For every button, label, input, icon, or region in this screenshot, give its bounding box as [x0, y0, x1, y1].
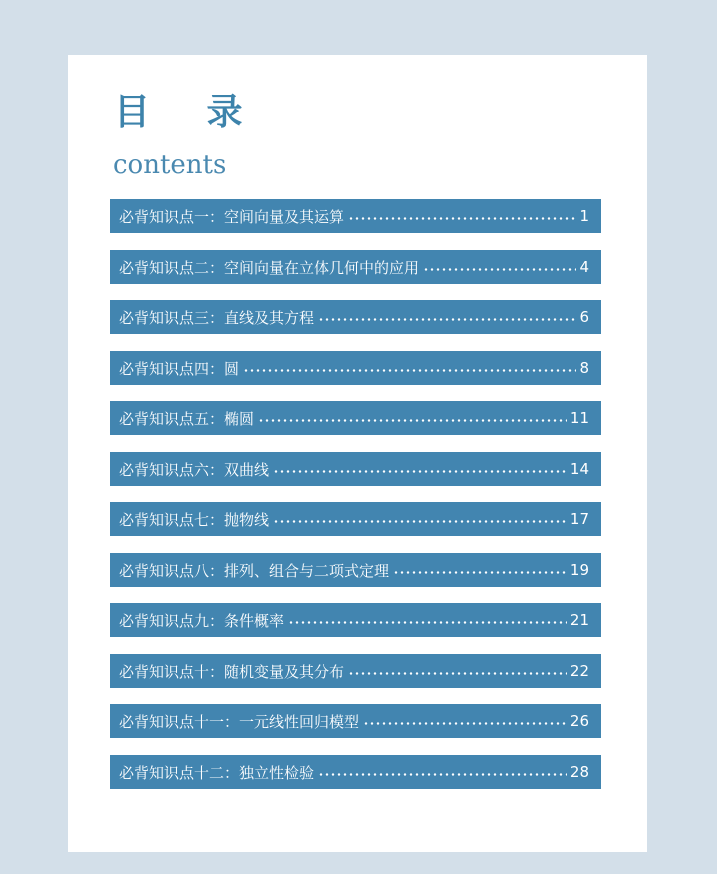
toc-entry-page: 8 [579, 359, 589, 377]
toc-entry[interactable] [110, 250, 601, 284]
toc-entry-label: 必背知识点八：排列、组合与二项式定理 [119, 561, 390, 580]
toc-entry[interactable] [110, 199, 601, 233]
toc-entry-label: 必背知识点十二：独立性检验 [119, 763, 315, 782]
toc-entry-label: 必背知识点七：抛物线 [119, 510, 270, 529]
document-page [68, 55, 647, 852]
toc-entry-label: 必背知识点六：双曲线 [119, 460, 270, 479]
dot-leader [318, 318, 576, 321]
toc-entry-page: 28 [569, 763, 589, 781]
dot-leader [348, 672, 567, 675]
toc-entry-label: 必背知识点五：椭圆 [119, 409, 255, 428]
toc-entry[interactable] [110, 755, 601, 789]
dot-leader [273, 520, 567, 523]
toc-entry[interactable] [110, 300, 601, 334]
dot-leader [348, 217, 576, 220]
toc-entry-page: 19 [569, 561, 589, 579]
dot-leader [258, 419, 567, 422]
toc-entry[interactable] [110, 654, 601, 688]
dot-leader [243, 369, 576, 372]
toc-entry-page: 11 [569, 409, 589, 427]
dot-leader [273, 470, 567, 473]
toc-entry[interactable] [110, 452, 601, 486]
toc-entry[interactable] [110, 502, 601, 536]
dot-leader [363, 722, 567, 725]
toc-entry-page: 22 [569, 662, 589, 680]
toc-entry-page: 17 [569, 510, 589, 528]
toc-entry[interactable] [110, 401, 601, 435]
toc-entry[interactable] [110, 553, 601, 587]
page-subtitle: contents [113, 150, 227, 180]
toc-entry-label: 必背知识点十一：一元线性回归模型 [119, 712, 360, 731]
toc-entry[interactable] [110, 704, 601, 738]
toc-entry-page: 6 [579, 308, 589, 326]
toc-entry[interactable] [110, 351, 601, 385]
toc-entry-label: 必背知识点九：条件概率 [119, 611, 285, 630]
toc-entry[interactable] [110, 603, 601, 637]
toc-entry-label: 必背知识点二：空间向量在立体几何中的应用 [119, 258, 420, 277]
toc-entry-page: 1 [579, 207, 589, 225]
dot-leader [288, 621, 567, 624]
toc-entry-label: 必背知识点一：空间向量及其运算 [119, 207, 345, 226]
toc-entry-label: 必背知识点四：圆 [119, 359, 240, 378]
page-title: 目 录 [114, 92, 265, 133]
toc-entry-label: 必背知识点十：随机变量及其分布 [119, 662, 345, 681]
toc-entry-page: 21 [569, 611, 589, 629]
toc-entry-label: 必背知识点三：直线及其方程 [119, 308, 315, 327]
toc-entry-page: 26 [569, 712, 589, 730]
dot-leader [393, 571, 567, 574]
dot-leader [318, 773, 567, 776]
toc-entry-page: 4 [579, 258, 589, 276]
dot-leader [423, 268, 576, 271]
toc-entry-page: 14 [569, 460, 589, 478]
